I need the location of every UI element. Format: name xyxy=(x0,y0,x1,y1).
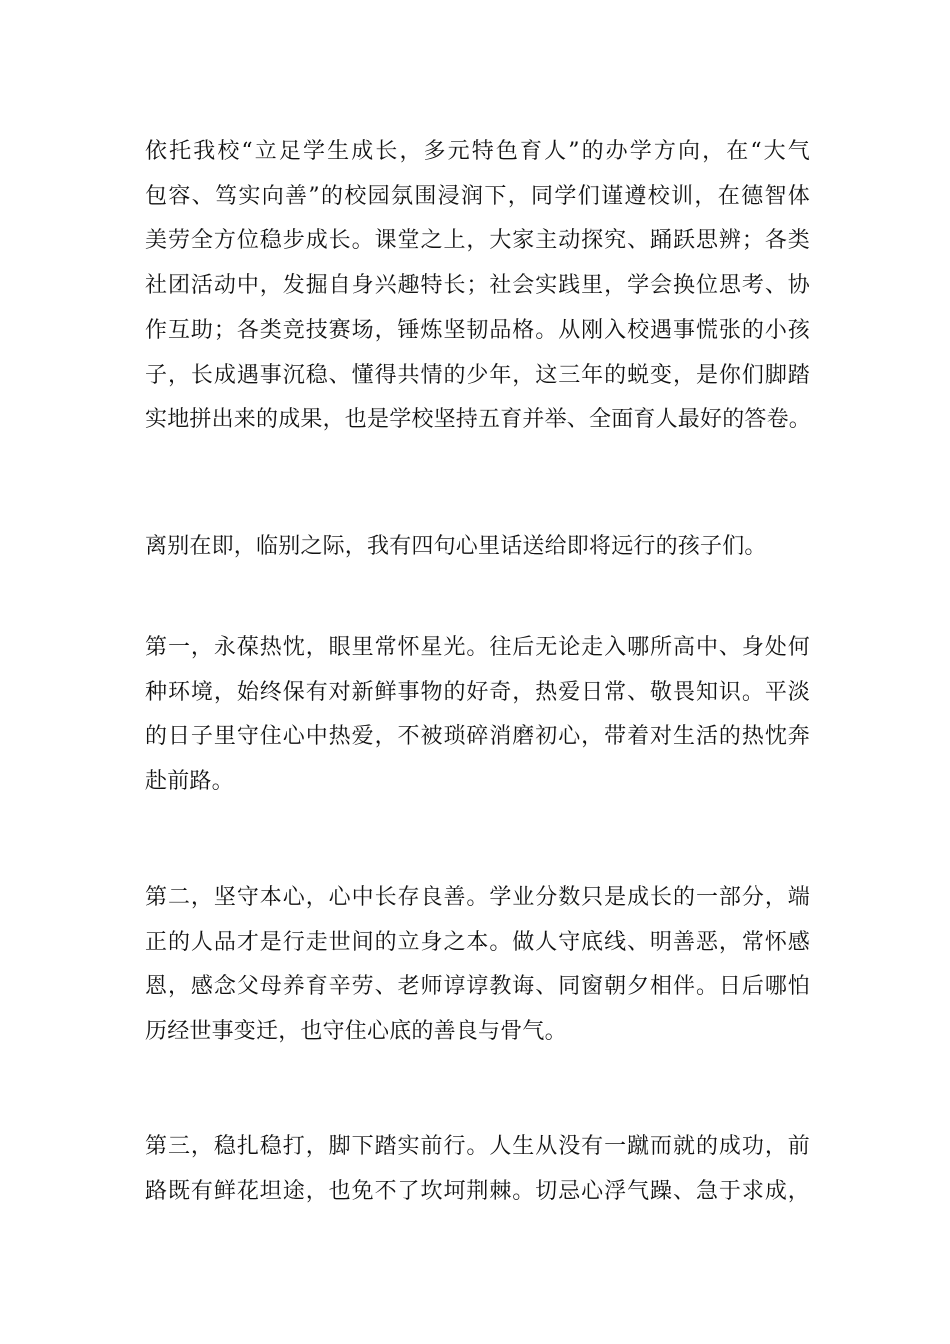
paragraph-first-advice xyxy=(145,626,810,805)
text-line: 路既有鲜花坦途，也免不了坎坷荆棘。切忌心浮气躁、急于求成， xyxy=(145,1178,810,1204)
text-line: 作互助；各类竞技赛场，锤炼坚韧品格。从刚入校遇事慌张的小孩 xyxy=(145,317,810,343)
text-line: 离别在即，临别之际，我有四句心里话送给即将远行的孩子们。 xyxy=(145,534,767,559)
text-line: 子，长成遇事沉稳、懂得共情的少年，这三年的蜕变，是你们脚踏 xyxy=(145,362,810,388)
paragraph-third-advice xyxy=(145,1125,810,1214)
text-line: 历经世事变迁，也守住心底的善良与骨气。 xyxy=(145,1019,567,1045)
text-line: 恩，感念父母养育辛劳、老师谆谆教诲、同窗朝夕相伴。日后哪怕 xyxy=(145,974,810,1000)
text-line: 社团活动中，发掘自身兴趣特长；社会实践里，学会换位思考、协 xyxy=(145,273,810,299)
text-line: 第三，稳扎稳打，脚下踏实前行。人生从没有一蹴而就的成功，前 xyxy=(145,1134,810,1159)
text-line: 第二，坚守本心，心中长存良善。学业分数只是成长的一部分，端 xyxy=(145,885,810,910)
text-line: 赴前路。 xyxy=(145,769,234,795)
text-line: 第一，永葆热忱，眼里常怀星光。往后无论走入哪所高中、身处何 xyxy=(145,635,810,660)
text-line: 包容、笃实向善”的校园氛围浸润下，同学们谨遵校训，在德智体 xyxy=(145,183,810,209)
paragraph-second-advice xyxy=(145,876,810,1055)
text-line: 正的人品才是行走世间的立身之本。做人守底线、明善恶，常怀感 xyxy=(145,929,810,955)
text-line: 实地拼出来的成果，也是学校坚持五育并举、全面育人最好的答卷。 xyxy=(145,407,812,433)
paragraph-farewell xyxy=(145,525,810,570)
text-line: 依托我校“立足学生成长，多元特色育人”的办学方向，在“大气 xyxy=(145,139,810,164)
paragraph-school-growth xyxy=(145,130,810,443)
text-line: 的日子里守住心中热爱，不被琐碎消磨初心，带着对生活的热忱奔 xyxy=(145,724,810,750)
text-line: 美劳全方位稳步成长。课堂之上，大家主动探究、踊跃思辨；各类 xyxy=(145,228,810,254)
text-line: 种环境，始终保有对新鲜事物的好奇，热爱日常、敬畏知识。平淡 xyxy=(145,679,810,705)
